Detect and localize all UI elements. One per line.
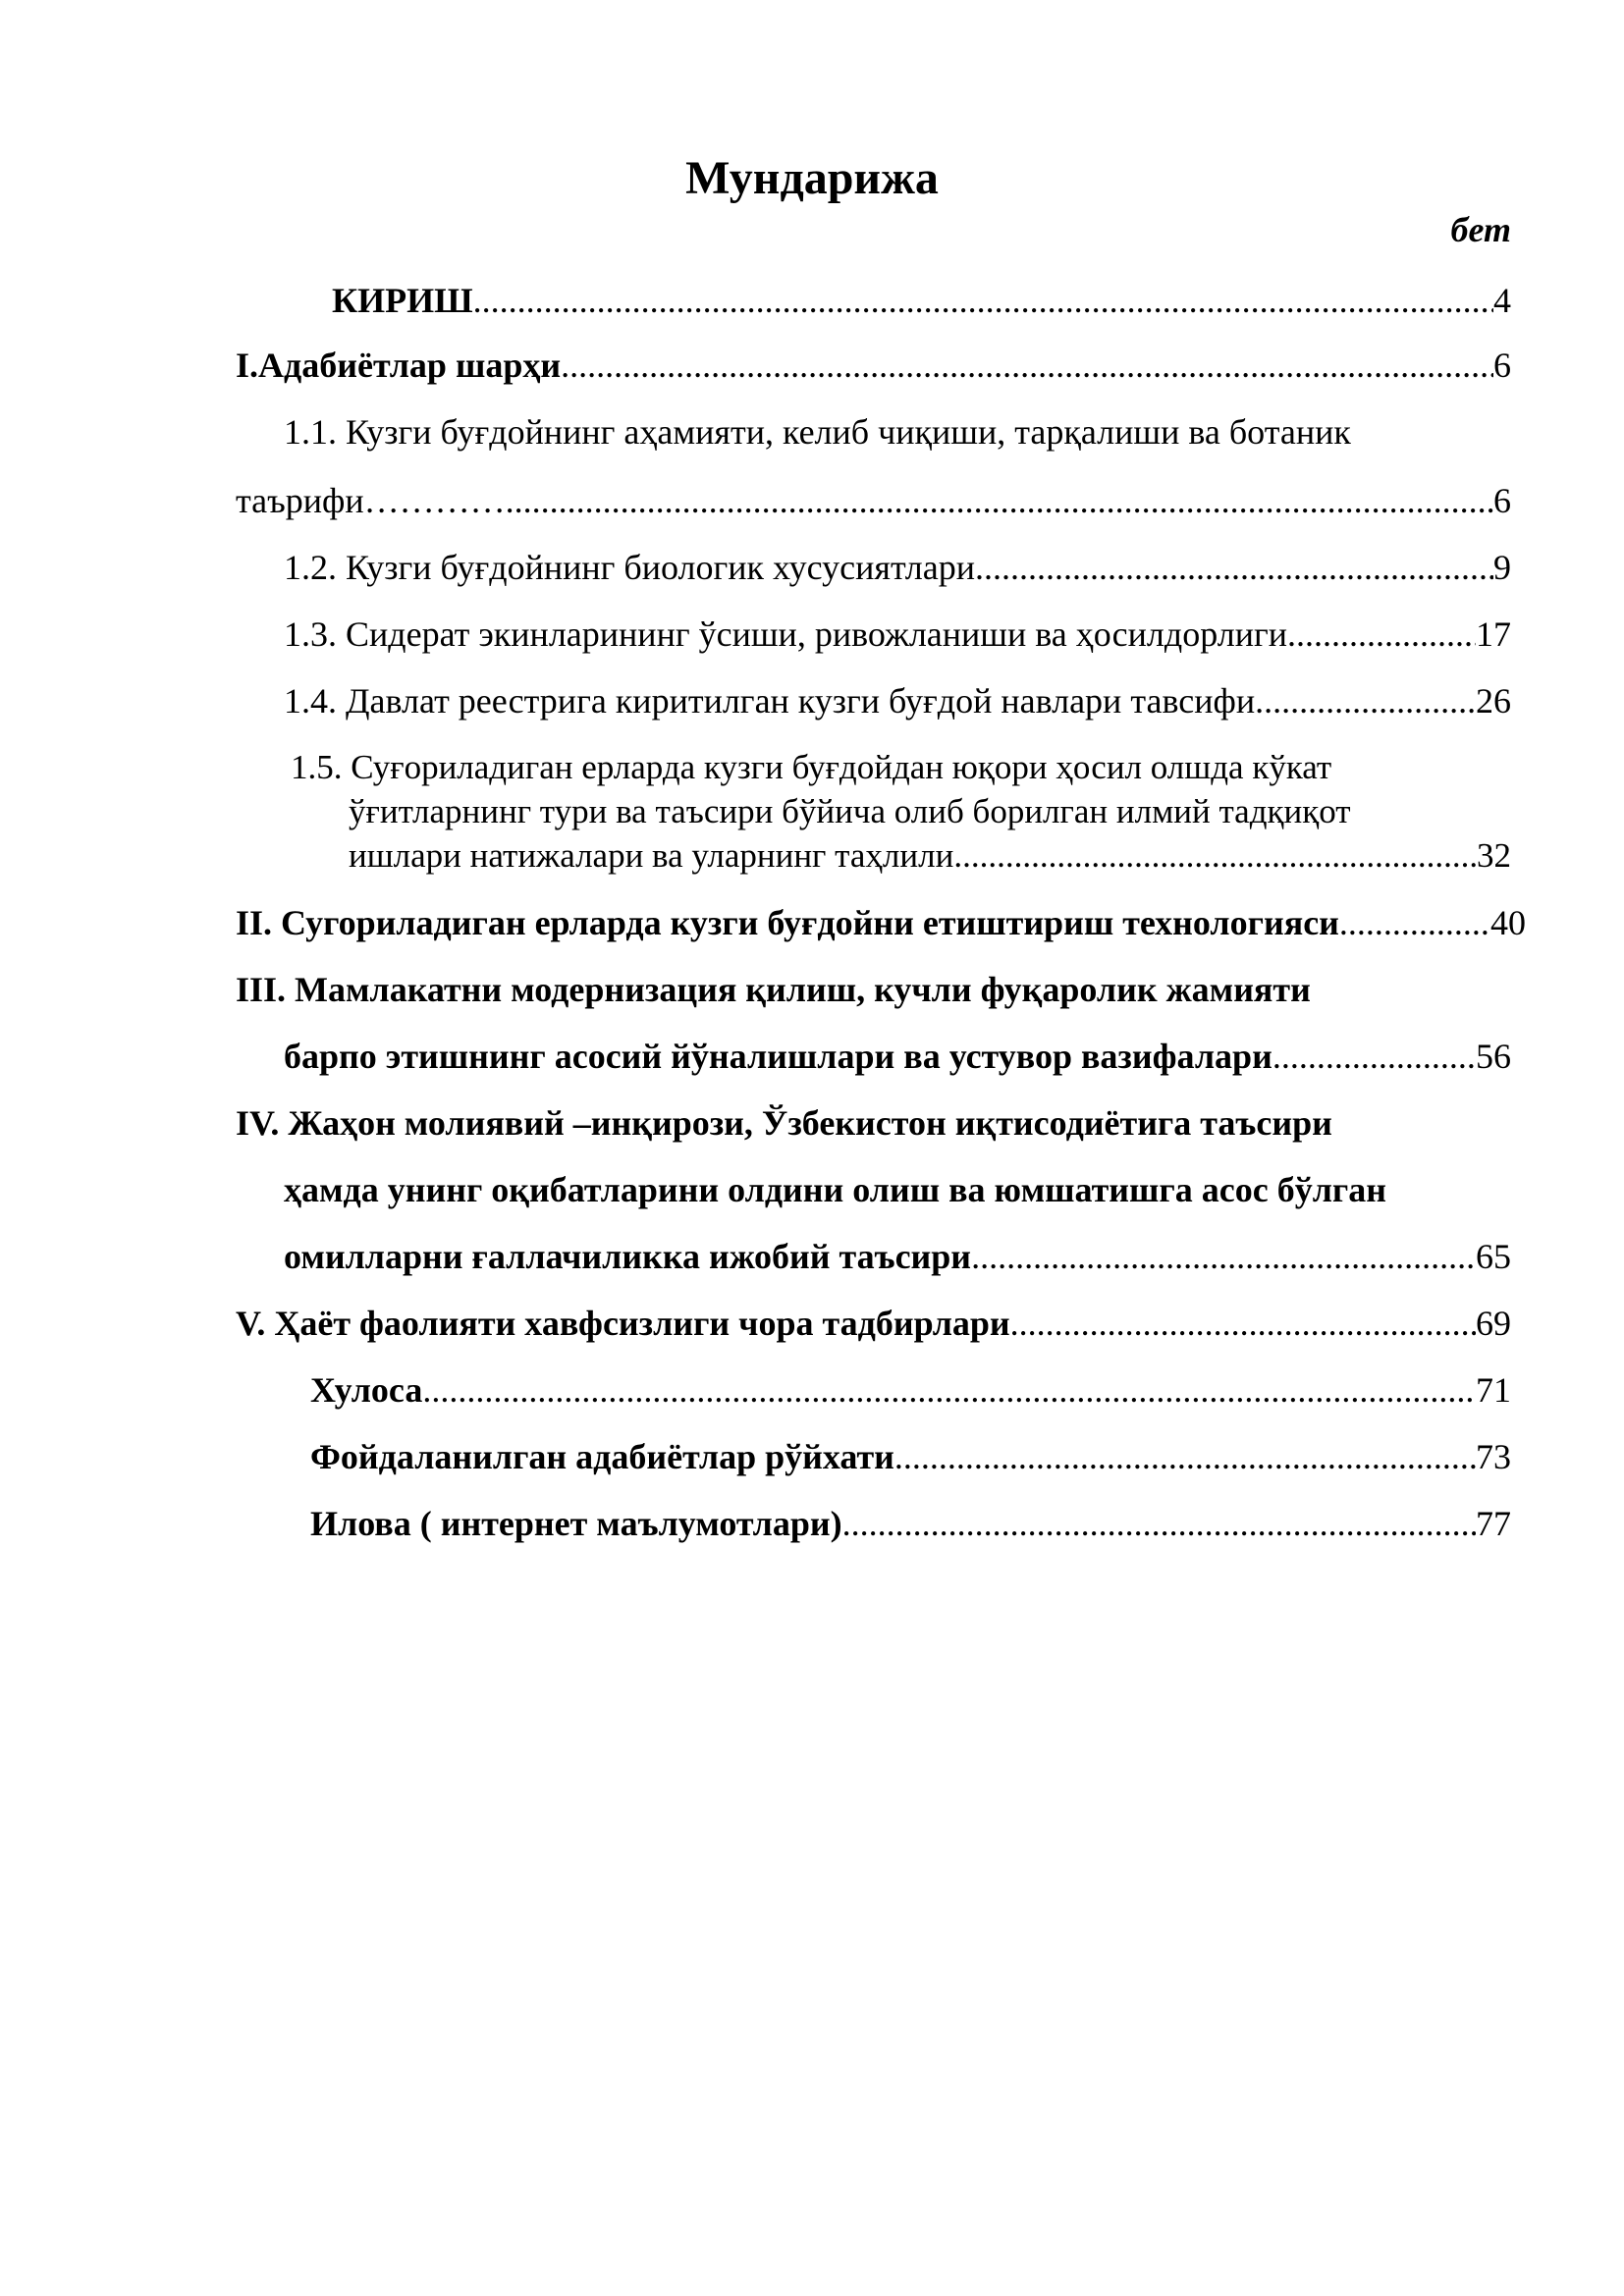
- toc-entry-text: 1.4. Давлат реестрига киритилган кузги буғдой навлари тавсифи: [284, 681, 1256, 721]
- toc-page-number: 71: [1476, 1370, 1511, 1410]
- toc-entry-chapter-2[interactable]: [236, 901, 1526, 944]
- toc-page-number: 32: [1477, 836, 1511, 875]
- toc-page-number: 26: [1476, 681, 1511, 721]
- leader-dots: [473, 279, 1493, 322]
- leader-dots: [894, 1435, 1476, 1478]
- toc-entry-chapter-4-line-3[interactable]: [284, 1235, 1511, 1278]
- toc-entry-text: I.Адабиётлар шарҳи: [236, 346, 562, 385]
- toc-page-number: 73: [1476, 1437, 1511, 1476]
- toc-entry-text: III. Мамлакатни модернизация қилиш, кучли фуқаролик жамияти: [236, 970, 1311, 1009]
- toc-page-number: 9: [1493, 548, 1511, 587]
- toc-entry-text: IV. Жаҳон молиявий –инқирози, Ўзбекистон иқтисодиётига таъсири: [236, 1103, 1332, 1143]
- toc-page-number: 6: [1493, 481, 1511, 520]
- toc-entry-text: ҳамда унинг оқибатларини олдини олиш ва юмшатишга асос бўлган: [284, 1170, 1386, 1209]
- toc-entry-text: ишлари натижалари ва уларнинг таҳлили: [349, 836, 954, 875]
- toc-entry-text: 1.5. Суғориладиган ерларда кузги буғдойдан юқори ҳосил олшда кўкат: [291, 748, 1332, 786]
- leader-dots: [422, 1368, 1476, 1412]
- toc-page-number: 6: [1493, 346, 1511, 385]
- leader-dots: [1287, 613, 1476, 656]
- toc-entry-text: V. Ҳаёт фаолияти хавфсизлиги чора тадбирлари: [236, 1304, 1010, 1343]
- toc-entry-text: омилларни ғаллачиликка ижобий таъсири: [284, 1237, 972, 1276]
- toc-entry-text: ўғитларнинг тури ва таъсири бўйича олиб борилган илмий тадқиқот: [349, 792, 1351, 830]
- toc-page-number: 69: [1476, 1304, 1511, 1343]
- toc-entry-conclusion[interactable]: [310, 1368, 1511, 1412]
- leader-dots: [975, 546, 1493, 589]
- toc-entry-chapter-3-line-1[interactable]: [236, 968, 1311, 1011]
- leader-dots: [506, 479, 1493, 522]
- toc-entry-text: КИРИШ: [332, 281, 473, 320]
- leader-dots: [842, 1502, 1476, 1545]
- toc-entry-appendix[interactable]: [310, 1502, 1511, 1545]
- toc-entry-chapter-4-line-2[interactable]: [284, 1168, 1386, 1211]
- leader-dots: [1272, 1035, 1476, 1078]
- toc-entry-text: барпо этишнинг асосий йўналишлари ва устувор вазифалари: [284, 1037, 1272, 1076]
- toc-page-number: 77: [1476, 1504, 1511, 1543]
- toc-entry-section-1-3[interactable]: [284, 613, 1511, 656]
- toc-entry-references[interactable]: [310, 1435, 1511, 1478]
- toc-page-number: 40: [1490, 903, 1526, 942]
- toc-entry-text: Илова ( интернет маълумотлари): [310, 1504, 842, 1543]
- toc-entry-section-1-5-line-2[interactable]: [349, 790, 1351, 833]
- toc-entry-chapter-3-line-2[interactable]: [284, 1035, 1511, 1078]
- toc-page-number: 17: [1476, 614, 1511, 654]
- leader-dots: [971, 1235, 1476, 1278]
- toc-entry-kirish[interactable]: [332, 279, 1511, 322]
- toc-entry-text: 1.1. Кузги буғдойнинг аҳамияти, келиб чиқиши, тарқалиши ва ботаник: [284, 412, 1351, 452]
- toc-title: Мундарижа: [685, 152, 939, 204]
- toc-entry-section-1-5-line-1[interactable]: [291, 746, 1331, 789]
- toc-page-number: 65: [1476, 1237, 1511, 1276]
- toc-entry-text: 1.3. Сидерат экинларининг ўсиши, ривожланиши ва ҳосилдорлиги: [284, 614, 1287, 654]
- toc-page-number: 4: [1493, 281, 1511, 320]
- toc-entry-chapter-5[interactable]: [236, 1302, 1511, 1345]
- toc-entry-section-1-1-line-1[interactable]: [284, 410, 1351, 454]
- toc-entry-chapter-4-line-1[interactable]: [236, 1101, 1332, 1145]
- toc-entry-text: II. Сугориладиган ерларда кузги буғдойни етиштириш технологияси: [236, 903, 1339, 942]
- toc-page-number: 56: [1476, 1037, 1511, 1076]
- leader-dots: [1339, 901, 1490, 944]
- toc-entry-section-1-4[interactable]: [284, 679, 1511, 722]
- toc-entry-section-1-5-line-3[interactable]: [349, 834, 1511, 878]
- leader-dots: [1255, 679, 1476, 722]
- leader-dots: [1010, 1302, 1476, 1345]
- toc-entry-section-1-2[interactable]: [284, 546, 1511, 589]
- toc-entry-text: таърифи…………: [236, 481, 506, 520]
- toc-entry-text: Фойдаланилган адабиётлар рўйхати: [310, 1437, 894, 1476]
- leader-dots: [953, 834, 1477, 878]
- toc-entry-section-1-1-line-2[interactable]: [236, 479, 1511, 522]
- toc-entry-text: 1.2. Кузги буғдойнинг биологик хусусиятлари: [284, 548, 975, 587]
- leader-dots: [561, 344, 1493, 387]
- toc-entry-chapter-1[interactable]: [236, 344, 1511, 387]
- page-column-label: бет: [1450, 210, 1511, 249]
- toc-entry-text: Хулоса: [310, 1370, 423, 1410]
